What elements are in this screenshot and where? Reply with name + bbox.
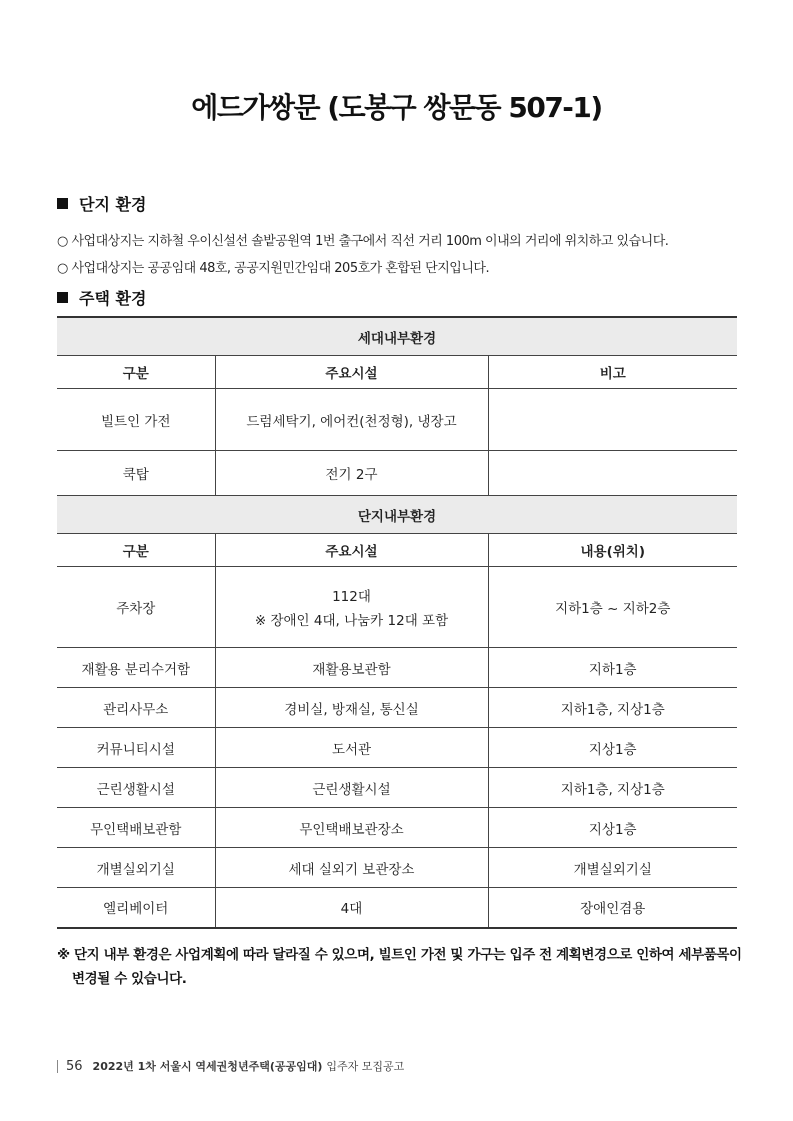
table-cell: 지하1층 [488,648,737,688]
table-row [57,728,737,768]
table-cell: 관리사무소 [57,688,215,728]
table-row [57,888,737,928]
housing-env-table [57,316,737,929]
page-footer [57,1058,404,1074]
unit-section-title: 세대내부환경 [57,317,737,356]
table-cell: 지하1층, 지상1층 [488,768,737,808]
table-cell: 지하1층, 지상1층 [488,688,737,728]
table-cell: 지상1층 [488,728,737,768]
table-cell: 빌트인 가전 [57,389,215,451]
footer-doc-suffix: 입주자 모집공고 [326,1060,405,1073]
table-cell: 4대 [215,888,488,928]
square-bullet-icon [57,198,68,209]
column-header: 구분 [57,356,215,389]
column-header: 주요시설 [215,356,488,389]
footer-doc-title: 2022년 1차 서울시 역세권청년주택(공공임대) [92,1060,323,1073]
table-row [57,389,737,451]
table-cell: 무인택배보관함 [57,808,215,848]
site-env-bullet-2: ○ 사업대상지는 공공임대 48호, 공공지원민간임대 205호가 혼합된 단지입니다. [57,261,490,276]
table-cell: 도서관 [215,728,488,768]
column-header: 주요시설 [215,534,488,567]
housing-env-heading [57,286,146,309]
unit-header-row [57,356,737,389]
footnote [57,943,747,991]
footnote-line-2: 변경될 수 있습니다. [72,971,187,987]
table-cell: 개별실외기실 [488,848,737,888]
table-cell: 근린생활시설 [57,768,215,808]
column-header: 구분 [57,534,215,567]
page-title: 에드가쌍문 (도봉구 쌍문동 507-1) [191,91,602,124]
table-cell [488,389,737,451]
table-cell: 드럼세탁기, 에어컨(천정형), 냉장고 [215,389,488,451]
site-env-heading [57,192,146,215]
table-cell: 지상1층 [488,808,737,848]
unit-section-row [57,317,737,356]
table-cell: 무인택배보관장소 [215,808,488,848]
table-row [57,688,737,728]
table-cell: 세대 실외기 보관장소 [215,848,488,888]
page-number: 56 [66,1058,83,1074]
table-row [57,768,737,808]
table-cell: 지하1층 ~ 지하2층 [488,567,737,648]
table-cell: 장애인겸용 [488,888,737,928]
table-cell: 근린생활시설 [215,768,488,808]
table-cell: 쿡탑 [57,451,215,496]
table-row [57,648,737,688]
table-row [57,808,737,848]
complex-section-row [57,496,737,534]
site-env-heading-text: 단지 환경 [79,195,147,214]
table-cell: 엘리베이터 [57,888,215,928]
table-cell: 경비실, 방재실, 통신실 [215,688,488,728]
table-cell [488,451,737,496]
complex-header-row [57,534,737,567]
table-row [57,848,737,888]
table-cell: 재활용 분리수거함 [57,648,215,688]
site-env-bullet-1: ○ 사업대상지는 지하철 우이신설선 솔밭공원역 1번 출구에서 직선 거리 100m 이내의 거리에 위치하고 있습니다. [57,234,669,249]
table-cell: 재활용보관함 [215,648,488,688]
column-header: 비고 [488,356,737,389]
table-cell: 개별실외기실 [57,848,215,888]
table-cell: 커뮤니티시설 [57,728,215,768]
footer-divider [57,1060,58,1073]
square-bullet-icon [57,292,68,303]
parking-count: 112대 [332,589,371,605]
table-row [57,451,737,496]
footnote-line-1: ※ 단지 내부 환경은 사업계획에 따라 달라질 수 있으며, 빌트인 가전 및 가구는 입주 전 계획변경으로 인하여 세부품목이 [57,947,742,963]
housing-env-heading-text: 주택 환경 [79,289,147,308]
table-row [57,567,737,648]
table-cell: 전기 2구 [215,451,488,496]
column-header: 내용(위치) [488,534,737,567]
complex-section-title: 단지내부환경 [57,496,737,534]
parking-note: ※ 장애인 4대, 나눔카 12대 포함 [254,613,449,629]
table-cell: 주차장 [57,567,215,648]
table-cell [215,567,488,648]
